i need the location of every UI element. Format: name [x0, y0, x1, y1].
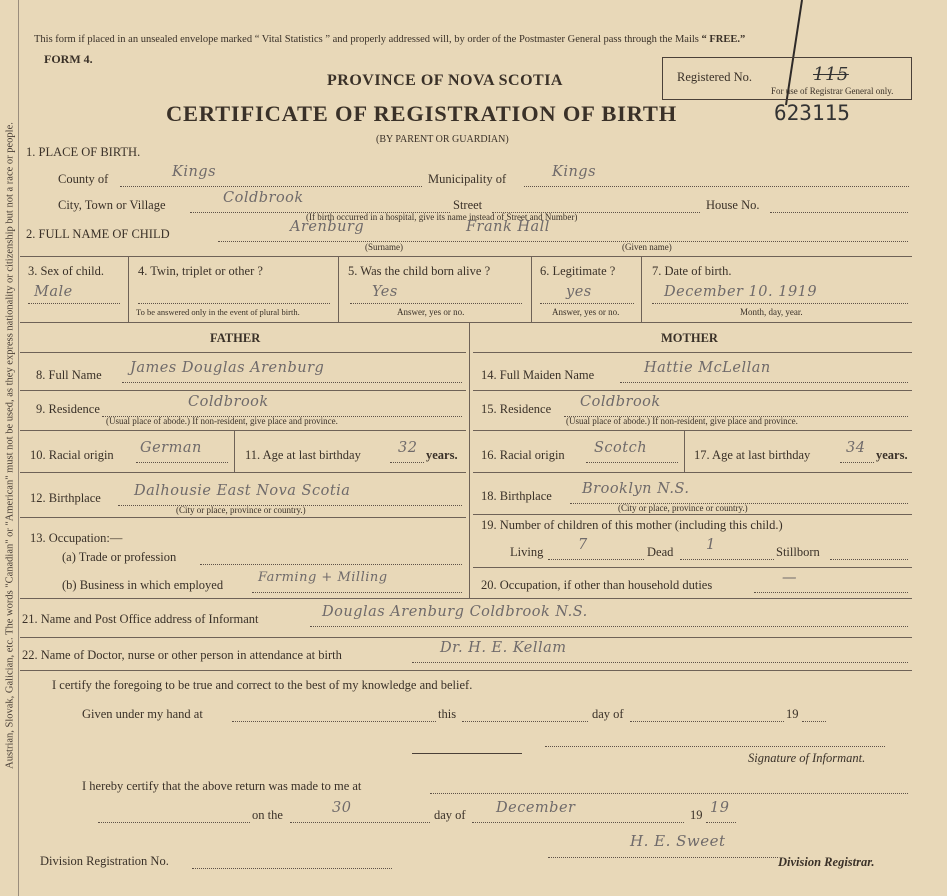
- father-residence-note: (Usual place of abode.) If non-resident, give place and province.: [106, 416, 338, 426]
- mother-age-label: 17. Age at last birthday: [694, 448, 811, 462]
- mother-racial-label: 16. Racial origin: [481, 448, 565, 462]
- father-name-value: James Douglas Arenburg: [130, 360, 325, 376]
- municipality-value: Kings: [552, 164, 597, 180]
- postal-notice: This form if placed in an unsealed envelope marked “ Vital Statistics ” and properly addressed will, by order of the Postmaster General pass through the Mails “ FREE.”: [34, 34, 746, 45]
- mother-birthplace-note: (City or place, province or country.): [618, 503, 748, 513]
- legitimate-note: Answer, yes or no.: [552, 307, 620, 317]
- father-trade-label: (a) Trade or profession: [62, 550, 177, 564]
- living-label: Living: [510, 545, 544, 559]
- given-note: (Given name): [622, 242, 672, 252]
- house-label: House No.: [706, 198, 760, 212]
- on-the-label: on the: [252, 808, 283, 822]
- sex-label: 3. Sex of child.: [28, 264, 105, 278]
- twin-label: 4. Twin, triplet or other ?: [138, 264, 263, 278]
- form-number: FORM 4.: [44, 52, 93, 66]
- mother-heading: MOTHER: [661, 331, 718, 345]
- registered-box: [662, 57, 912, 100]
- father-residence-label: 9. Residence: [36, 402, 100, 416]
- father-birthplace-value: Dalhousie East Nova Scotia: [134, 483, 351, 499]
- children-count-label: 19. Number of children of this mother (including this child.): [481, 518, 783, 532]
- mother-age-value: 34: [846, 440, 866, 456]
- mother-birthplace-value: Brooklyn N.S.: [582, 481, 690, 497]
- informant-label: 21. Name and Post Office address of Informant: [22, 612, 259, 626]
- father-racial-value: German: [140, 440, 202, 456]
- registered-note: For use of Registrar General only.: [771, 86, 894, 96]
- date-note: Month, day, year.: [740, 307, 803, 317]
- mother-racial-value: Scotch: [594, 440, 648, 456]
- living-value: 7: [578, 537, 588, 553]
- province-heading: PROVINCE OF NOVA SCOTIA: [327, 72, 563, 89]
- informant-value: Douglas Arenburg Coldbrook N.S.: [322, 604, 588, 620]
- mother-residence-value: Coldbrook: [580, 394, 661, 410]
- street-label: Street: [453, 198, 483, 212]
- child-name-label: 2. FULL NAME OF CHILD: [26, 227, 170, 241]
- mother-residence-note: (Usual place of abode.) If non-resident, give place and province.: [566, 416, 798, 426]
- signature-informant-label: Signature of Informant.: [748, 751, 866, 765]
- municipality-label: Municipality of: [428, 172, 507, 186]
- father-business-value: Farming + Milling: [258, 570, 388, 585]
- stillborn-label: Stillborn: [776, 545, 820, 559]
- place-of-birth-heading: 1. PLACE OF BIRTH.: [26, 145, 141, 159]
- child-surname-value: Arenburg: [290, 219, 365, 235]
- mother-age-unit: years.: [876, 448, 908, 462]
- father-residence-value: Coldbrook: [188, 394, 269, 410]
- date-label: 7. Date of birth.: [652, 264, 732, 278]
- side-note: Austrian, Slovak, Galician, etc. The words "Canadian" or "American" must not be used, as they express nationality or citizenship but not a race or people.: [4, 122, 16, 769]
- child-given-value: Frank Hall: [466, 219, 550, 235]
- registered-crossed-value: 115: [813, 64, 849, 85]
- father-heading: FATHER: [210, 331, 261, 345]
- alive-value: Yes: [372, 284, 398, 300]
- hospital-note: (If birth occurred in a hospital, give its name instead of Street and Number): [306, 212, 578, 222]
- father-birthplace-label: 12. Birthplace: [30, 491, 101, 505]
- registrar-month-value: December: [496, 800, 576, 816]
- mother-birthplace-label: 18. Birthplace: [481, 489, 552, 503]
- city-label: City, Town or Village: [58, 198, 166, 212]
- legitimate-value: yes: [566, 284, 592, 300]
- sex-value: Male: [34, 284, 73, 300]
- doctor-value: Dr. H. E. Kellam: [440, 640, 567, 656]
- registrar-statement: I hereby certify that the above return was made to me at: [82, 779, 362, 793]
- given-under-label: Given under my hand at: [82, 707, 203, 721]
- dead-value: 1: [706, 537, 716, 553]
- mother-name-label: 14. Full Maiden Name: [481, 368, 595, 382]
- this-label: this: [438, 707, 457, 721]
- legitimate-label: 6. Legitimate ?: [540, 264, 616, 278]
- father-age-unit: years.: [426, 448, 458, 462]
- certificate-subtitle: (BY PARENT OR GUARDIAN): [376, 134, 509, 145]
- alive-label: 5. Was the child born alive ?: [348, 264, 491, 278]
- father-racial-label: 10. Racial origin: [30, 448, 114, 462]
- father-age-label: 11. Age at last birthday: [245, 448, 361, 462]
- registrar-day-of-label: day of: [434, 808, 466, 822]
- mother-residence-label: 15. Residence: [481, 402, 552, 416]
- certify-statement: I certify the foregoing to be true and correct to the best of my knowledge and belief.: [52, 678, 473, 692]
- father-age-value: 32: [398, 440, 418, 456]
- father-birthplace-note: (City or place, province or country.): [176, 505, 306, 515]
- surname-note: (Surname): [365, 242, 403, 252]
- on-the-value: 30: [332, 800, 352, 816]
- division-registrar-label: Division Registrar.: [778, 855, 875, 869]
- certificate-title: CERTIFICATE OF REGISTRATION OF BIRTH: [166, 101, 678, 126]
- division-registration-label: Division Registration No.: [40, 854, 169, 868]
- alive-note: Answer, yes or no.: [397, 307, 465, 317]
- registered-number: 623115: [774, 101, 850, 125]
- father-occupation-label: 13. Occupation:—: [30, 531, 123, 545]
- county-value: Kings: [172, 164, 217, 180]
- county-label: County of: [58, 172, 109, 186]
- date-value: December 10. 1919: [664, 284, 818, 300]
- city-value: Coldbrook: [223, 190, 304, 206]
- father-name-label: 8. Full Name: [36, 368, 102, 382]
- dead-label: Dead: [647, 545, 674, 559]
- registrar-year-value: 19: [710, 800, 730, 816]
- father-business-label: (b) Business in which employed: [62, 578, 224, 592]
- year-prefix: 19: [786, 707, 799, 721]
- mother-name-value: Hattie McLellan: [644, 360, 771, 376]
- doctor-label: 22. Name of Doctor, nurse or other person in attendance at birth: [22, 648, 342, 662]
- registrar-signature: H. E. Sweet: [630, 832, 726, 850]
- registered-label: Registered No.: [677, 70, 752, 84]
- registrar-year-prefix: 19: [690, 808, 703, 822]
- twin-note: To be answered only in the event of plural birth.: [136, 307, 300, 317]
- day-of-label: day of: [592, 707, 624, 721]
- mother-occupation-value: —: [782, 570, 797, 586]
- mother-occupation-label: 20. Occupation, if other than household duties: [481, 578, 713, 592]
